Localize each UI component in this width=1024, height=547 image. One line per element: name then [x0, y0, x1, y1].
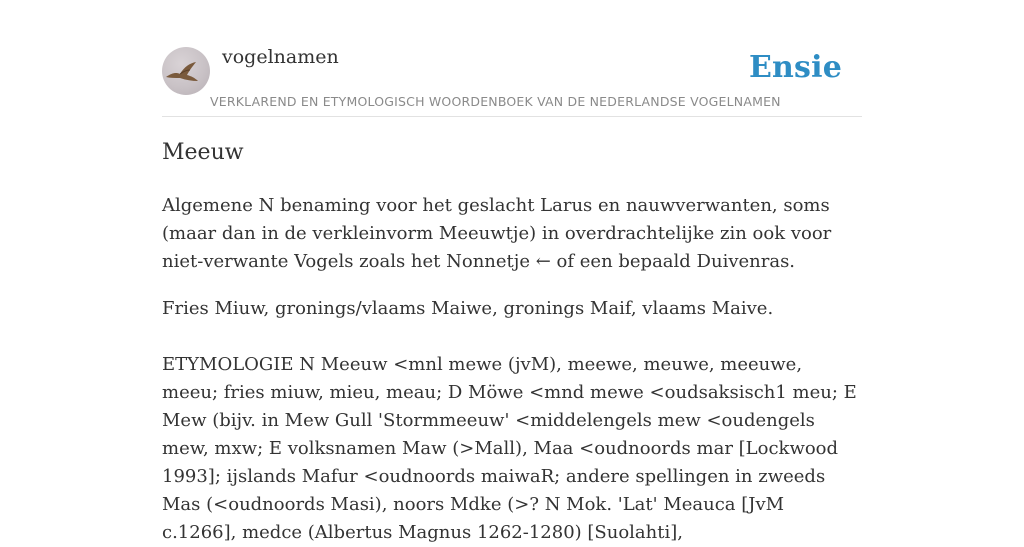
- entry-paragraph-dialects: Fries Miuw, gronings/vlaams Maiwe, gronings Maif, vlaams Maive.: [162, 298, 774, 319]
- bird-avatar-icon[interactable]: [162, 47, 210, 95]
- entry-paragraph-definition: Algemene N benaming voor het geslacht Larus en nauwverwanten, soms (maar dan in de verkleinvorm Meeuwtje) in overdrachtelijke zin ook voor niet-verwante Vogels zoals het Nonnetje ← of een bepaald Duivenras.: [162, 195, 832, 272]
- site-header: [162, 0, 862, 117]
- site-name-link[interactable]: vogelnamen: [222, 46, 339, 68]
- bird-silhouette: [162, 47, 210, 95]
- entry-paragraph-etymology: ETYMOLOGIE N Meeuw <mnl mewe (jvM), meewe, meuwe, meeuwe, meeu; fries miuw, mieu, meau; D Möwe <mnd mewe <oudsaksisch1 meu; E Mew (bijv. in Mew Gull 'Stormmeeuw' <middelengels mew <oudengels mew, mxw; E volksnamen Maw (>Mall), Maa <oudnoords mar [Lockwood 1993]; ijslands Mafur <oudnoords maiwaR; andere spellingen in zweeds Mas (<oudnoords Masi), noors Mdke (>? N Mok. 'Lat' Meauca [JvM c.1266], medce (Albertus Magnus 1262-1280) [Suolahti],: [162, 354, 857, 543]
- site-subtitle: VERKLAREND EN ETYMOLOGISCH WOORDENBOEK VAN DE NEDERLANDSE VOGELNAMEN: [210, 94, 781, 109]
- ensie-logo[interactable]: Ensie: [748, 50, 842, 85]
- entry-title: Meeuw: [162, 140, 244, 165]
- page-container: [162, 0, 862, 543]
